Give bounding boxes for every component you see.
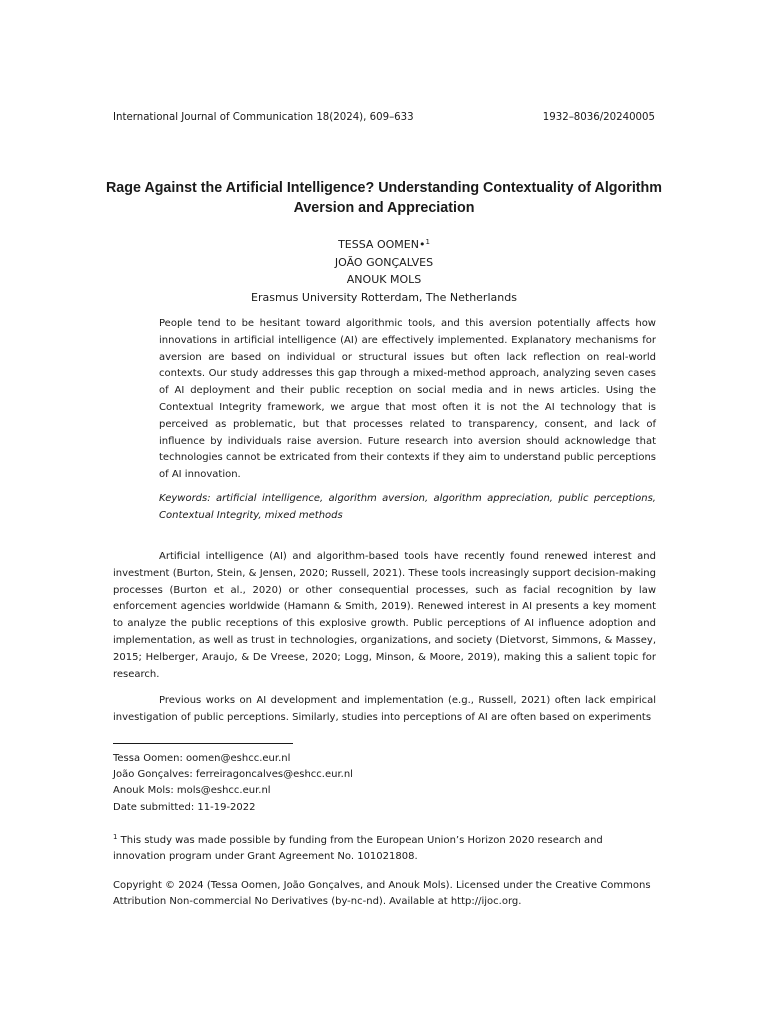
author-contacts (113, 751, 353, 816)
contact-line: João Gonçalves: ferreiragoncalves@eshcc.eur.nl (113, 769, 353, 781)
author-name: JOÃO GONÇALVES (334, 255, 434, 269)
affiliation: Erasmus University Rotterdam, The Netherlands (251, 290, 517, 304)
running-header (113, 111, 655, 125)
date-submitted: Date submitted: 11-19-2022 (113, 801, 256, 813)
footnote (113, 833, 656, 865)
issn: 1932–8036/20240005 (542, 112, 655, 123)
journal-citation: International Journal of Communication 18(2024), 609–633 (113, 112, 414, 123)
contact-line: Anouk Mols: mols@eshcc.eur.nl (113, 785, 271, 797)
article-title: Rage Against the Artificial Intelligence? Understanding Contextuality of Algorithm Aversion and Appreciation (105, 180, 663, 216)
corresponding-author-mark: • (418, 238, 426, 251)
body-paragraph: Artificial intelligence (AI) and algorithm-based tools have recently found renewed interest and investment (Burton, Stein, & Jensen, 2020; Russell, 2021). These tools increasingly support decision-making processes (Burton et al., 2020) or other consequential processes, such as facial recognition by law enforcement agencies worldwide (Hamann & Smith, 2019). Renewed interest in AI presents a key moment to analyze the public receptions of this explosive growth. Public perceptions of AI influence adoption and implementation, as well as trust in technologies, organizations, and society (Dietvorst, Simmons, & Massey, 2015; Helberger, Araujo, & De Vreese, 2020; Logg, Minson, & Moore, 2019), making this a salient topic for research. (113, 551, 656, 680)
author-name: TESSA OOMEN•$^1$ (338, 238, 430, 251)
copyright-notice: Copyright © 2024 (Tessa Oomen, João Gonçalves, and Anouk Mols). Licensed under the Creative Commons Attribution Non-commercial No Derivatives (by-nc-nd). Available at http://ijoc.org. (113, 880, 651, 908)
author-name: ANOUK MOLS (346, 273, 422, 287)
footnote-number: 1 (113, 833, 118, 841)
keywords: Keywords: artificial intelligence, algorithm aversion, algorithm appreciation, public perceptions, Contextual Integrity, mixed methods (159, 493, 656, 521)
body-paragraph: Previous works on AI development and implementation (e.g., Russell, 2021) often lack empirical investigation of public perceptions. Similarly, studies into perceptions of AI are often based on experiments (113, 695, 656, 723)
footnote-marker: 1 (425, 238, 430, 246)
contact-line: Tessa Oomen: oomen@eshcc.eur.nl (113, 753, 291, 764)
footnote-divider (113, 743, 293, 744)
footnote-text: This study was made possible by funding from the European Union’s Horizon 2020 research and innovation program under Grant Agreement No. 101021808. (113, 835, 603, 863)
author-block (113, 236, 655, 306)
abstract: People tend to be hesitant toward algorithmic tools, and this aversion potentially affects how innovations in artificial intelligence (AI) are effectively implemented. Explanatory mechanisms for aversion are based on individual or structural issues but often lack reflection on real-world contexts. Our study addresses this gap through a mixed-method approach, analyzing seven cases of AI deployment and their public reception on social media and in news articles. Using the Contextual Integrity framework, we argue that most often it is not the AI technology that is perceived as problematic, but that processes related to transparency, consent, and lack of influence by individuals raise aversion. Future research into aversion should acknowledge that technologies cannot be extricated from their contexts if they aim to understand public perceptions of AI innovation. (159, 318, 656, 481)
